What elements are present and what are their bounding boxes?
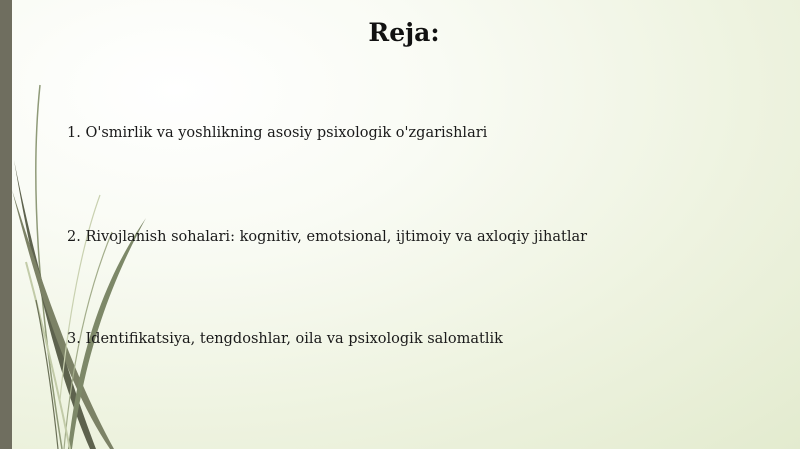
plan-item-1: 1. O'smirlik va yoshlikning asosiy psixologik o'zgarishlari	[67, 125, 488, 141]
grass-decoration	[0, 0, 200, 449]
plan-item-3: 3. Identifikatsiya, tengdoshlar, oila va psixologik salomatlik	[67, 331, 503, 347]
slide-title: Reja:	[368, 18, 440, 47]
plan-item-2: 2. Rivojlanish sohalari: kognitiv, emotsional, ijtimoiy va axloqiy jihatlar	[67, 229, 588, 245]
